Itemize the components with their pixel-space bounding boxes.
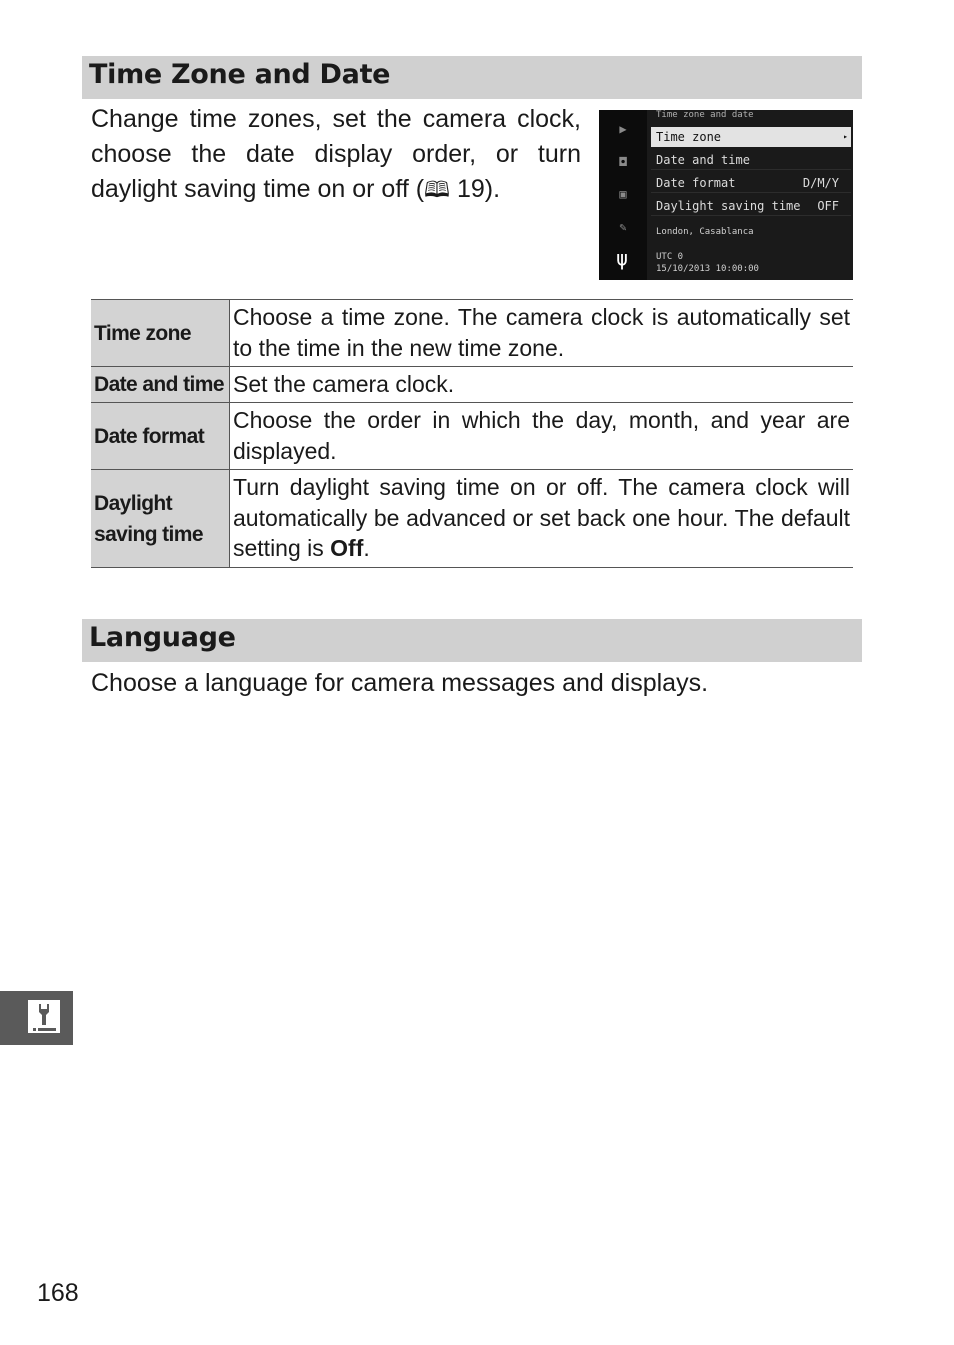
camera-menu-screenshot (599, 110, 853, 280)
desc-time-zone: Choose a time zone. The camera clock is automatically set to the time in the new time zone. (230, 300, 854, 367)
term-date-format: Date format (91, 403, 230, 470)
arrow-right-icon: ▸ (843, 132, 848, 141)
movie-icon: ▣ (619, 187, 627, 201)
desc-daylight-saving-time: Turn daylight saving time on or off. The camera clock will automatically be advanced or set back one hour. The default setting is Off. (230, 470, 854, 568)
retouch-icon: ✎ (619, 220, 627, 234)
intro-ref-page: 19). (450, 175, 501, 203)
camera-menu-item-date-and-time: Date and time (651, 150, 851, 170)
term-time-zone: Time zone (91, 300, 230, 367)
book-reference-icon: 🕮 (424, 177, 450, 202)
language-description: Choose a language for camera messages and displays. (91, 669, 709, 697)
camera-utc: UTC 0 (656, 252, 684, 262)
daylight-saving-value: OFF (817, 199, 839, 213)
camera-menu-item-date-format: Date format D/M/Y (651, 173, 851, 193)
setup-menu-side-tab (0, 991, 73, 1045)
table-row (91, 403, 853, 470)
table-row (91, 300, 853, 367)
table-row (91, 470, 853, 568)
camera-icon: ◘ (619, 155, 627, 169)
time-zone-options-table (91, 299, 853, 568)
heading-language: Language (89, 622, 236, 653)
camera-menu-item-daylight-saving: Daylight saving time OFF (651, 196, 851, 216)
term-date-and-time: Date and time (91, 367, 230, 403)
setup-menu-wrench-icon (26, 998, 62, 1036)
wrench-icon: ψ (615, 246, 629, 270)
desc-date-format: Choose the order in which the day, month, and year are displayed. (230, 403, 854, 470)
camera-menu-title: Time zone and date (656, 110, 754, 120)
date-format-value: D/M/Y (802, 176, 839, 190)
term-daylight-saving-time: Daylight saving time (91, 470, 230, 568)
heading-time-zone-and-date: Time Zone and Date (89, 59, 391, 90)
desc-date-and-time: Set the camera clock. (230, 367, 854, 403)
time-zone-intro (91, 102, 581, 207)
default-value-off: Off (330, 535, 364, 562)
camera-menu-item-time-zone: Time zone ▸ (651, 127, 851, 147)
section-heading-language (82, 619, 862, 662)
camera-menu-sidebar (599, 110, 647, 280)
table-row (91, 367, 853, 403)
page-number: 168 (37, 1279, 79, 1307)
intro-text: Change time zones, set the camera clock, choose the date display order, or turn daylight saving time on or off ( (91, 105, 581, 203)
camera-location: London, Casablanca (656, 227, 754, 237)
camera-datetime: 15/10/2013 10:00:00 (656, 264, 759, 274)
playback-icon: ▶ (619, 122, 627, 136)
section-heading-time-zone (82, 56, 862, 99)
